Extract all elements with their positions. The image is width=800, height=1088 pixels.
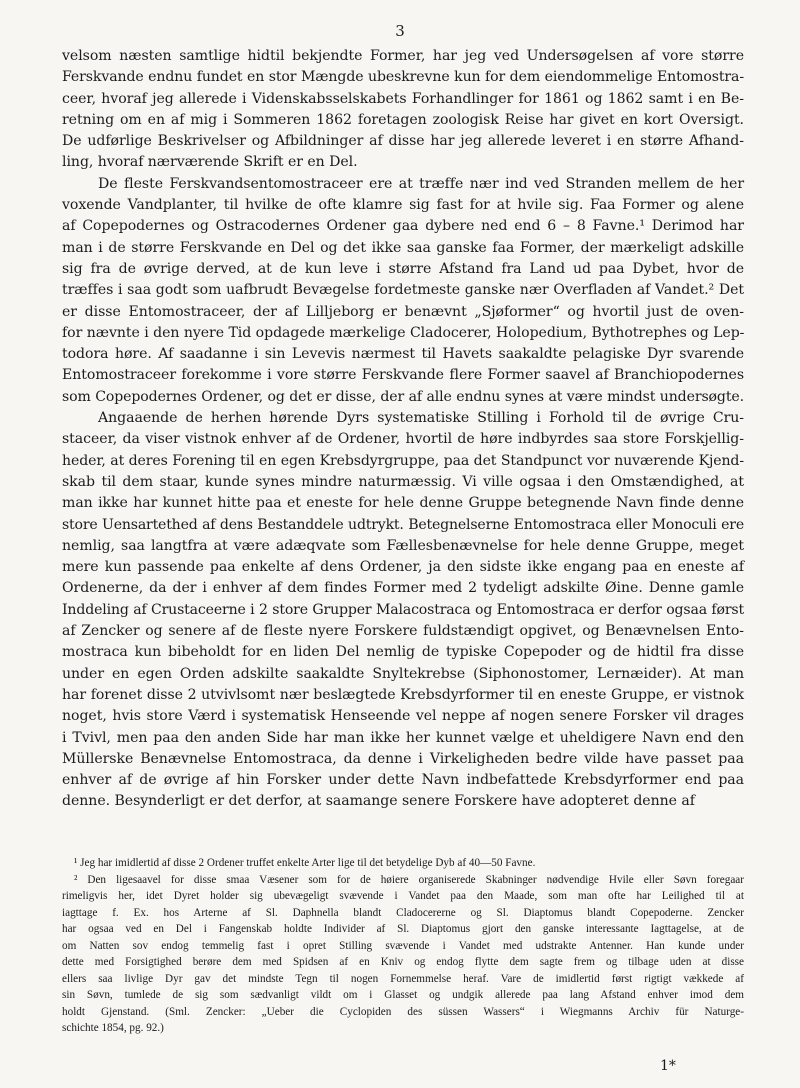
body-line: Ferskvande endnu fundet en stor Mængde ubeskrevne kun for dem eiendommelige Entomostra- <box>62 69 744 86</box>
body-line: mere kun passende paa enkelte af dens Ordener, ja den sidste ikke engang paa en eneste af <box>62 559 744 576</box>
body-line: har forenet disse 2 utvivlsomt nær beslægtede Krebsdyrformer til en eneste Gruppe, er vistnok <box>62 686 744 703</box>
body-line: i Tvivl, men paa den anden Side har man ikke her kunnet vælge et uheldigere Navn end den <box>62 729 744 746</box>
footnote-line: dette med Forsigtighed berøre dem med Spidsen af en Kniv og endog flytte dem sagte frem og tilbage uden at disse <box>62 956 744 968</box>
body-line: af Zencker og senere af de fleste nyere Forskere fuldstændigt opgivet, og Benævnelsen Ento- <box>62 623 744 640</box>
body-line: man i de større Ferskvande en Del og det ikke saa ganske faa Former, der mærkeligt adskille <box>62 239 744 256</box>
footnote-line: ¹ Jeg har imidlertid af disse 2 Ordener truffet enkelte Arter lige til det betydelige Dyb af 40—50 Favne. <box>74 857 536 869</box>
body-line: som Copepodernes Ordener, og det er disse, der af alle endnu synes at være mindst undersøgte. <box>62 388 744 405</box>
body-line: Ordenerne, da der i enhver af dem findes Former med 2 tydeligt adskilte Øine. Denne gamle <box>62 580 744 597</box>
footnote-line: har ogsaa ved en Del i Fangenskab holdte Individer af Sl. Diaptomus gjort den ganske interessante Iagttagelse, at de <box>62 923 744 935</box>
body-line: todora høre. Af saadanne i sin Levevis nærmest til Havets saakaldte pelagiske Dyr svarende <box>62 346 744 363</box>
body-line: De udførlige Beskrivelser og Afbildninger af disse har jeg allerede leveret i en større Afhand- <box>62 133 744 150</box>
body-line: store Uensartethed af dens Bestanddele udtrykt. Betegnelserne Entomostraca eller Monoculi ere <box>62 516 744 533</box>
body-line: for nævnte i den nyere Tid opdagede mærkelige Cladocerer, Holopedium, Bythotrephes og Lep- <box>62 324 745 341</box>
body-line: heder, at deres Forening til en egen Krebsdyrgruppe, paa det Standpunct vor nuværende Kjend- <box>62 452 744 469</box>
body-line: er disse Entomostraceer, der af Lilljeborg er benævnt „Sjøformer“ og hvortil just de oven- <box>62 303 744 320</box>
footnote-line: om Natten sov endog temmelig fast i opret Stilling svævende i Vandet med udstrakte Antenner. Han kunde under <box>62 939 744 952</box>
body-line: sig fra de øvrige derved, at de kun leve i større Afstand fra Land ud paa Dybet, hvor de <box>62 260 744 277</box>
body-line: Angaaende de herhen hørende Dyrs systematiske Stilling i Forhold til de øvrige Cru- <box>98 410 744 427</box>
body-line: ling, hvoraf nærværende Skrift er en Del. <box>62 154 358 171</box>
footnote-line: schichte 1854, pg. 92.) <box>62 1022 164 1034</box>
footnote-line: holdt Gjenstand. (Sml. Zencker: „Ueber die Cyclopiden des süssen Wassers“ i Wiegmanns Archiv für Naturge- <box>62 1005 744 1018</box>
body-line: retning om en af mig i Sommeren 1862 foretagen zoologisk Reise har givet en kort Oversigt. <box>62 111 744 128</box>
body-line: De fleste Ferskvandsentomostraceer ere at træffe nær ind ved Stranden mellem de her <box>98 175 744 192</box>
body-line: staceer, da viser vistnok enhver af de Ordener, hvortil de høre indbyrdes saa store Forskjellig- <box>62 431 744 448</box>
body-line: skab til dem staar, kunde synes mindre naturmæssig. Vi ville ogsaa i den Omstændighed, at <box>62 473 744 490</box>
body-line: noget, hvis store Værd i systematisk Henseende vel neppe af nogen senere Forsker vil drages <box>62 708 744 725</box>
footnote-line: rimeligvis her, idet Dyret holder sig ubevægeligt svævende i Vandet paa den Maade, som man ofte har Leilighed til at <box>62 890 744 902</box>
footnote-line: sin Søvn, tumlede de sig som sædvanligt vildt om i Glasset og undgik allerede paa lang Afstand enhver imod dem <box>62 989 744 1001</box>
body-line: voxende Vandplanter, til hvilke de ofte klamre sig fast for at hvile sig. Faa Former og alene <box>62 197 744 214</box>
body-line: under en egen Orden adskilte saakaldte Snyltekrebse (Siphonostomer, Lernæider). At man <box>62 665 744 682</box>
footnote-line: iagttage f. Ex. hos Arterne af Sl. Daphnella blandt Cladocererne og Sl. Diaptomus blandt Copepoderne. Zencker <box>62 906 744 919</box>
page-number: 3 <box>395 22 405 40</box>
body-line: træffes i saa godt som uafbrudt Bevægelse fordetmeste ganske nær Overfladen af Vandet.² Det <box>62 282 744 299</box>
body-line: Inddeling af Crustaceerne i 2 store Grupper Malacostraca og Entomostraca er derfor ogsaa først <box>62 601 744 618</box>
body-line: denne. Besynderligt er det derfor, at saamange senere Forskere have adopteret denne af <box>62 793 695 810</box>
body-line: Müllerske Benævnelse Entomostraca, da denne i Virkeligheden bedre vilde have passet paa <box>62 750 744 767</box>
body-line: af Copepodernes og Ostracodernes Ordener gaa dybere ned end 6 – 8 Favne.¹ Derimod har <box>62 218 744 235</box>
footnote-line: ellers saa livlige Dyr gav det mindste Tegn til nogen Fornemmelse heraf. Vare de imidlertid først rigtigt vækkede af <box>62 972 744 985</box>
body-line: man ikke har kunnet hitte paa et eneste for hele denne Gruppe betegnende Navn finde denne <box>62 495 744 512</box>
body-line: enhver af de øvrige af hin Forsker under dette Navn indbefattede Krebsdyrformer end paa <box>62 772 744 789</box>
body-line: nemlig, saa langtfra at være adæqvate som Fællesbenævnelse for hele denne Gruppe, meget <box>62 537 744 554</box>
body-line: velsom næsten samtlige hidtil bekjendte Former, har jeg ved Undersøgelsen af vore større <box>62 48 744 64</box>
body-line: mostraca kun bibeholdt for en liden Del nemlig de typiske Copepoder og de hidtil fra disse <box>62 644 744 661</box>
footnote-line: ² Den ligesaavel for disse smaa Væsener som for de høiere organiserede Skabninger nødvendige Hvile eller Søvn foregaar <box>74 873 744 886</box>
body-line: Entomostraceer forekomme i vore større Ferskvande flere Former saavel af Branchiopodernes <box>62 367 744 384</box>
footnotes <box>62 855 744 1037</box>
signature-mark: 1* <box>660 1058 676 1074</box>
body-line: ceer, hvoraf jeg allerede i Videnskabsselskabets Forhandlinger for 1861 og 1862 samt i en Be- <box>62 90 744 107</box>
main-text <box>62 46 744 813</box>
